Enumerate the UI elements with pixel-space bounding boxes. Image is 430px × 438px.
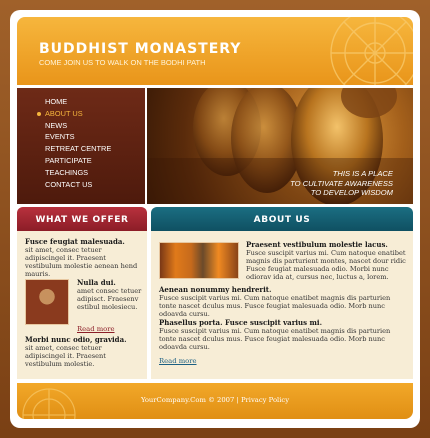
- nav-item-contact-us[interactable]: CONTACT US: [45, 179, 93, 189]
- nav-item-teachings[interactable]: TEACHINGS: [45, 167, 89, 177]
- offer-item-3: Morbi nunc odio, gravida. sit amet, consec tetuer adipiscingel it. Praesent vestibulum molestie.: [25, 335, 127, 368]
- about-read-more-link[interactable]: Read more: [159, 357, 197, 365]
- footer-copyright: YourCompany.Com © 2007: [140, 396, 235, 404]
- site-footer: [17, 383, 413, 419]
- nav-item-participate[interactable]: PARTICIPATE: [45, 155, 92, 165]
- active-bullet-icon: [37, 112, 41, 116]
- main-nav: [17, 88, 145, 204]
- monks-group-image: [159, 242, 239, 279]
- nav-item-home[interactable]: HOME: [45, 97, 68, 106]
- hero-banner: [147, 88, 413, 204]
- footer-separator: |: [236, 396, 239, 404]
- about-paragraph-2: Aenean nonummy hendrerit. Fusce suscipit varius mi. Cum natoque enatibet magnis dis parturien tonte nascet dculus mus. Fusce feugiat malesuada odio. Morb nunc odoavda cursu.: [159, 285, 391, 318]
- monk-portrait-image: [25, 279, 69, 325]
- offer-item-1: Fusce feugiat malesuada. sit amet, consec tetuer adipiscingel it. Praesent vestibulum molestie aenean hend mauris.: [25, 237, 138, 278]
- hero-caption: THIS IS A PLACE TO CULTIVATE AWARENESS TO DEVELOP WISDOM: [290, 169, 393, 198]
- offer-item-2: Nulla dui. amet consec tetuer adipisct. Fraesenv estibul molesiecu. Read more: [77, 278, 142, 333]
- nav-item-events[interactable]: EVENTS: [45, 132, 75, 142]
- privacy-policy-link[interactable]: Privacy Policy: [240, 396, 290, 404]
- site-slogan: COME JOIN US TO WALK ON THE BODHI PATH: [39, 58, 206, 67]
- about-paragraph-1: Praesent vestibulum molestie lacus. Fusce suscipit varius mi. Cum natoque enatibet magnis dis parturient montes, nascet dour ridic Fusce feugiat malesuada odio. Morbi nunc odiorav ida at, cursus nec, luctus a, lorem.: [246, 240, 406, 281]
- offer-heading: WHAT WE OFFER: [17, 207, 147, 231]
- nav-item-news[interactable]: NEWS: [45, 120, 68, 130]
- about-paragraph-3: Phasellus porta. Fusce suscipit varius mi. Fusce suscipit varius mi. Cum natoque enatibet magnis dis parturien tonte nascet dculus mus. Fusce feugiat malesuada odio. Morb nunc odoavda cursu.: [159, 318, 391, 351]
- what-we-offer-panel: [17, 207, 147, 379]
- nav-item-about-us[interactable]: ABOUT US: [17, 108, 145, 120]
- about-us-panel: [151, 207, 413, 379]
- nav-item-retreat-centre[interactable]: RETREAT CENTRE: [45, 144, 112, 154]
- about-heading: ABOUT US: [151, 207, 413, 231]
- offer-read-more-link[interactable]: Read more: [77, 325, 115, 333]
- site-title: BUDDHIST MONASTERY: [39, 41, 242, 57]
- dharma-wheel-icon: [325, 17, 413, 85]
- site-header: [17, 17, 413, 85]
